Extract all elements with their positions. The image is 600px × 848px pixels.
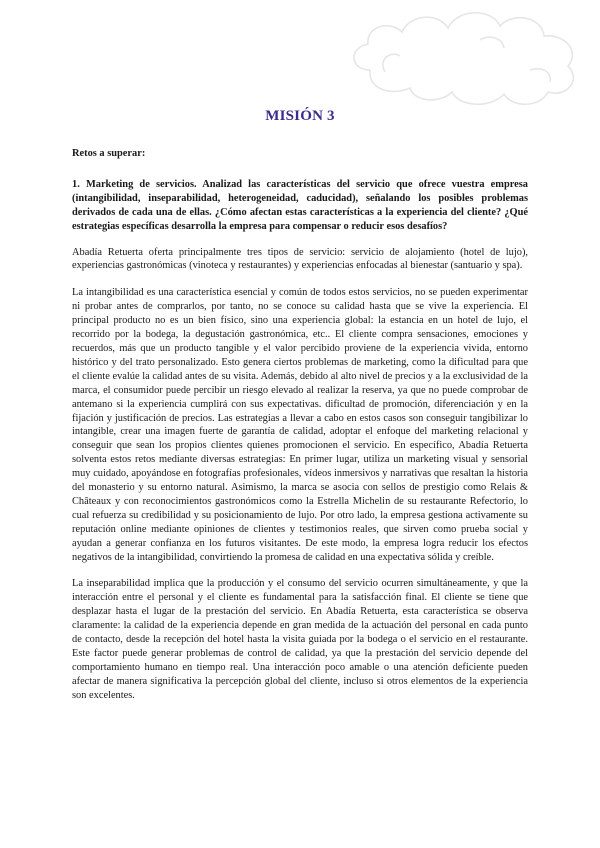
page-title: MISIÓN 3: [265, 108, 335, 124]
paragraph: Abadía Retuerta oferta principalmente tres tipos de servicio: servicio de alojamiento (hotel de lujo), experiencias gastronómicas (vinoteca y restaurantes) y experiencias enfocadas al bienestar (santuario y spa).: [72, 246, 528, 272]
section-heading: Retos a superar:: [72, 148, 146, 159]
question-text: 1. Marketing de servicios. Analizad las características del servicio que ofrece vuestra empresa (intangibilidad, inseparabilidad, heterogeneidad, caducidad), señalando los posibles problemas derivados de cada una de ellas. ¿Cómo afectan estas características a la experiencia del cliente? ¿Qué estrategias específicas desarrolla la empresa para compensar o reducir esos desafíos?: [72, 178, 528, 232]
document-body: [72, 147, 528, 716]
paragraph: La intangibilidad es una característica esencial y común de todos estos servicios, no se pueden experimentar ni probar antes de comprarlos, por tanto, no se conoce su calidad hasta que se vive la experiencia. El principal producto no es un bien físico, sino una experiencia global: la estancia en un hotel de lujo, el recorrido por la bodega, la degustación gastronómica, etc.. El cliente compra sensaciones, emociones y recuerdos, más que un producto tangible y el valor percibido proviene de la experiencia vivida, entorno histórico y del trato personalizado. Esto genera ciertos problemas de marketing, como la dificultad para que el cliente evalúe la calidad antes de su visita. Además, debido al alto nivel de precios y a la exclusividad de la marca, el consumidor puede percibir un riesgo elevado al realizar la reserva, ya que no puede comprobar de antemano si la experiencia cumplirá con sus expectativas. dificultad de promoción, diferenciación y en la fijación y justificación de precios. Las estrategias a llevar a cabo en estos casos son conseguir tangibilizar lo intangible, crear una imagen fuerte de garantía de calidad, adoptar el enfoque del marketing relacional y conseguir que sean los propios clientes quienes promocionen el servicio. En específico, Abadía Retuerta solventa estos retos mediante diversas estrategias: En primer lugar, utiliza un marketing visual y sensorial muy cuidado, apoyándose en fotografías profesionales, vídeos inmersivos y narrativas que resaltan la historia del monasterio y su entorno natural. Asimismo, la marca se asocia con sellos de prestigio como Relais & Châteaux y con reconocimientos gastronómicos como la Estrella Michelin de su restaurante Refectorio, lo cual refuerza su credibilidad y su posicionamiento de lujo. Por otro lado, la empresa gestiona activamente su reputación online mediante opiniones de clientes y testimonios reales, que sirven como prueba social y ayudan a generar confianza en los futuros visitantes. De este modo, la empresa logra reducir los efectos negativos de la intangibilidad, convirtiendo la promesa de calidad en una expectativa sólida y creíble.: [72, 287, 528, 563]
paragraph: La inseparabilidad implica que la producción y el consumo del servicio ocurren simultáneamente, y que la interacción entre el personal y el cliente es fundamental para la satisfacción final. El cliente se tiene que desplazar hasta el lugar de la prestación del servicio. En Abadía Retuerta, esta característica se observa claramente: la calidad de la experiencia depende en gran medida de la actuación del personal en cada punto de contacto, desde la recepción del hotel hasta la visita guiada por la bodega o el servicio en el restaurante. Este factor puede generar problemas de control de calidad, ya que la prestación del servicio depende del comportamiento humano en tiempo real. Una interacción poco amable o una atención deficiente pueden afectar de manera significativa la percepción global del cliente, incluso si otros elementos de la experiencia son excelentes.: [72, 578, 528, 701]
cloud-outline-icon: [330, 0, 600, 110]
